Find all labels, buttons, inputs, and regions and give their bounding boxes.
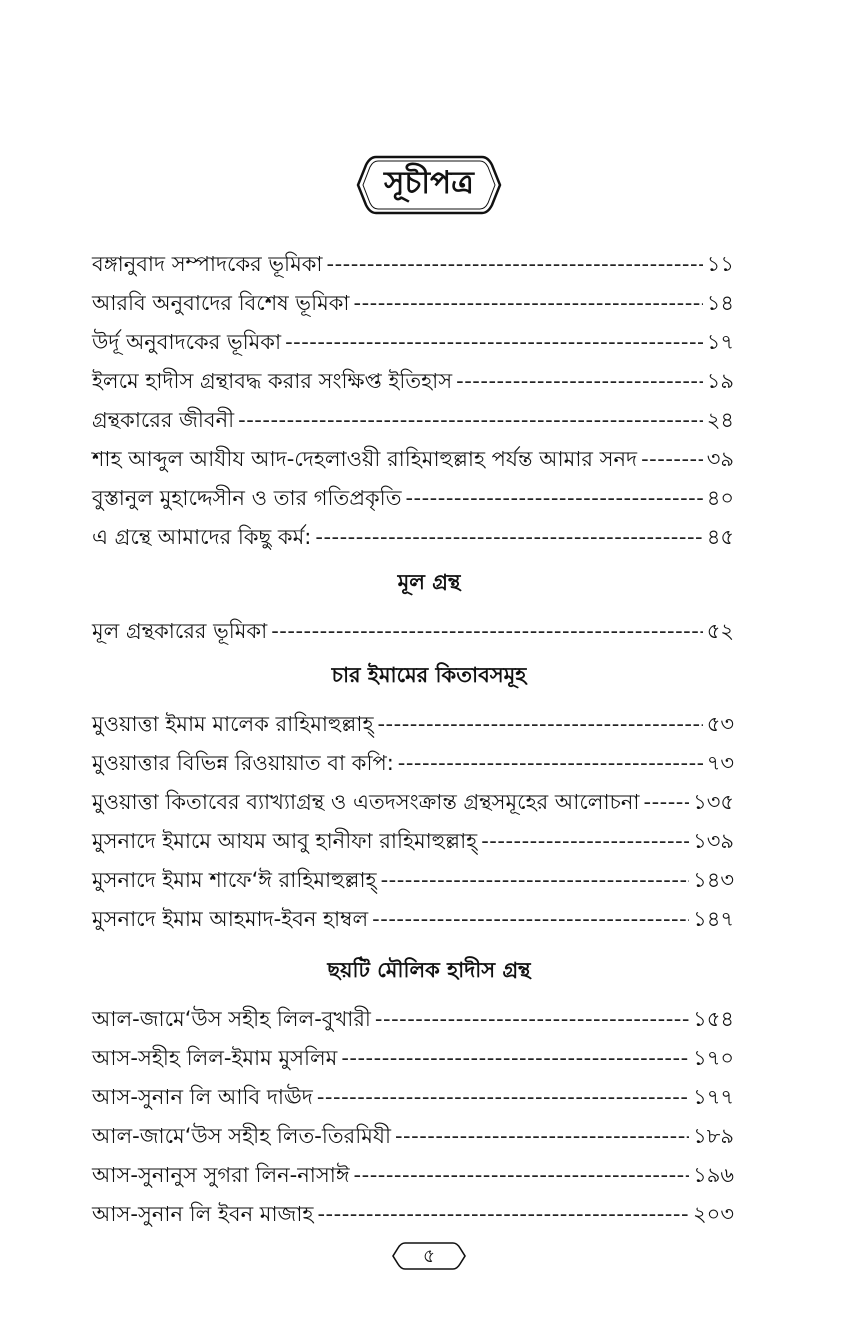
toc-entry-title: আস-সুনান লি আবি দাঊদ: [92, 1085, 313, 1109]
dot-leader: [481, 822, 689, 861]
toc-entry-page: ৩৯: [706, 447, 734, 471]
toc-entry: [92, 744, 734, 783]
toc-entry-title: আল-জামে‘উস সহীহ লিত-তিরমিযী: [92, 1124, 391, 1148]
toc-entry: [92, 1039, 734, 1078]
toc-group-main-text: [92, 612, 734, 651]
dot-leader: [285, 323, 703, 362]
toc-group-four-imams: [92, 705, 734, 939]
toc-entry-title: আস-সুনান লি ইবন মাজাহ: [92, 1202, 314, 1226]
toc-entry: [92, 440, 734, 479]
toc-entry: [92, 783, 734, 822]
dot-leader: [395, 1117, 689, 1156]
dot-leader: [377, 705, 702, 744]
page-number-frame: [391, 1240, 467, 1272]
toc-entry-page: ১৯৬: [693, 1163, 734, 1187]
toc-entry-page: ৫৩: [706, 712, 734, 736]
toc-entry-title: মুসনাদে ইমাম আহমাদ-ইবন হাম্বল: [92, 907, 369, 931]
toc-entry-title: উর্দূ অনুবাদকের ভূমিকা: [92, 330, 282, 354]
toc-entry: [92, 1117, 734, 1156]
toc-entry: [92, 1156, 734, 1195]
toc-entry: [92, 612, 734, 651]
dot-leader: [238, 401, 703, 440]
toc-group-front-matter: [92, 245, 734, 557]
toc-entry-page: ১১: [706, 252, 734, 276]
dot-leader: [456, 362, 703, 401]
dot-leader: [381, 861, 690, 900]
toc-entry: [92, 1000, 734, 1039]
toc-entry-page: ১৯: [706, 369, 734, 393]
section-heading-four-imams: চার ইমামের কিতাবসমূহ: [331, 663, 527, 687]
toc-entry: [92, 362, 734, 401]
toc-entry-page: ১৮৯: [693, 1124, 734, 1148]
toc-entry: [92, 401, 734, 440]
toc-entry: [92, 284, 734, 323]
toc-entry-page: ৭৩: [706, 751, 734, 775]
toc-entry-page: ১৩৯: [693, 829, 734, 853]
toc-entry-page: ১৪: [706, 291, 734, 315]
dot-leader: [317, 1078, 689, 1117]
toc-entry: [92, 245, 734, 284]
toc-entry: [92, 518, 734, 557]
toc-entry-page: ১৭০: [693, 1046, 734, 1070]
toc-entry-title: মূল গ্রন্থকারের ভূমিকা: [92, 619, 268, 643]
toc-entry-title: শাহ আব্দুল আযীয আদ-দেহলাওয়ী রাহিমাহুল্লাহ পর্যন্ত আমার সনদ: [92, 447, 638, 471]
toc-entry-title: মুওয়াত্তা ইমাম মালেক রাহিমাহুল্লাহ্: [92, 712, 374, 736]
toc-entry-page: ১৪৩: [693, 868, 734, 892]
toc-entry: [92, 479, 734, 518]
dot-leader: [271, 612, 703, 651]
dot-leader: [405, 479, 702, 518]
toc-entry: [92, 1195, 734, 1234]
toc-entry: [92, 705, 734, 744]
toc-entry-page: ২৪: [706, 408, 734, 432]
page-title: সূচীপত্র: [384, 165, 474, 201]
toc-entry-title: আরবি অনুবাদের বিশেষ ভূমিকা: [92, 291, 350, 315]
toc-entry-title: বঙ্গানুবাদ সম্পাদকের ভূমিকা: [92, 252, 323, 276]
toc-entry-page: ১৭৭: [693, 1085, 734, 1109]
toc-entry-page: ৪০: [706, 486, 734, 510]
toc-entry-page: ১৭: [706, 330, 734, 354]
dot-leader: [644, 783, 690, 822]
toc-entry: [92, 822, 734, 861]
dot-leader: [354, 284, 703, 323]
title-frame: [354, 151, 504, 219]
toc-entry-title: আস-সহীহ লিল-ইমাম মুসলিম: [92, 1046, 338, 1070]
dot-leader: [327, 245, 703, 284]
toc-entry-title: আল-জামে‘উস সহীহ লিল-বুখারী: [92, 1007, 371, 1031]
dot-leader: [375, 1000, 689, 1039]
dot-leader: [641, 440, 703, 479]
toc-entry: [92, 861, 734, 900]
toc-entry-page: ২০৩: [693, 1202, 734, 1226]
toc-entry-title: মুওয়াত্তা কিতাবের ব্যাখ্যাগ্রন্থ ও এতদসংক্রান্ত গ্রন্থসমূহের আলোচনা: [92, 790, 640, 814]
page-footer: [0, 1240, 858, 1272]
toc-entry-title: এ গ্রন্থে আমাদের কিছু কর্ম:: [92, 525, 312, 549]
section-heading-main-text: মূল গ্রন্থ: [397, 570, 461, 594]
toc-entry-page: ১৫৪: [693, 1007, 734, 1031]
dot-leader: [372, 900, 689, 939]
toc-entry-title: ইলমে হাদীস গ্রন্থাবদ্ধ করার সংক্ষিপ্ত ইতিহাস: [92, 369, 453, 393]
toc-entry-page: ১৪৭: [693, 907, 734, 931]
toc-entry-title: মুওয়াত্তার বিভিন্ন রিওয়ায়াত বা কপি:: [92, 751, 394, 775]
section-heading-six-books: ছয়টি মৌলিক হাদীস গ্রন্থ: [327, 958, 531, 982]
toc-entry: [92, 1078, 734, 1117]
title-banner: [0, 150, 858, 220]
toc-entry-page: ১৩৫: [693, 790, 734, 814]
dot-leader: [398, 744, 703, 783]
toc-entry-title: মুসনাদে ইমাম শাফে‘ঈ রাহিমাহুল্লাহ্: [92, 868, 377, 892]
toc-group-six-books: [92, 1000, 734, 1234]
toc-entry-title: মুসনাদে ইমামে আযম আবু হানীফা রাহিমাহুল্লাহ্: [92, 829, 478, 853]
toc-entry: [92, 900, 734, 939]
dot-leader: [354, 1156, 690, 1195]
dot-leader: [341, 1039, 689, 1078]
toc-entry-title: আস-সুনানুস সুগরা লিন-নাসাঈ: [92, 1163, 350, 1187]
toc-entry-page: ৫২: [706, 619, 734, 643]
page-number: ৫: [422, 1245, 436, 1267]
toc-entry-title: গ্রন্থকারের জীবনী: [92, 408, 235, 432]
toc-entry-page: ৪৫: [706, 525, 734, 549]
dot-leader: [317, 1195, 689, 1234]
dot-leader: [315, 518, 702, 557]
toc-entry-title: বুস্তানুল মুহাদ্দেসীন ও তার গতিপ্রকৃতি: [92, 486, 402, 510]
toc-entry: [92, 323, 734, 362]
